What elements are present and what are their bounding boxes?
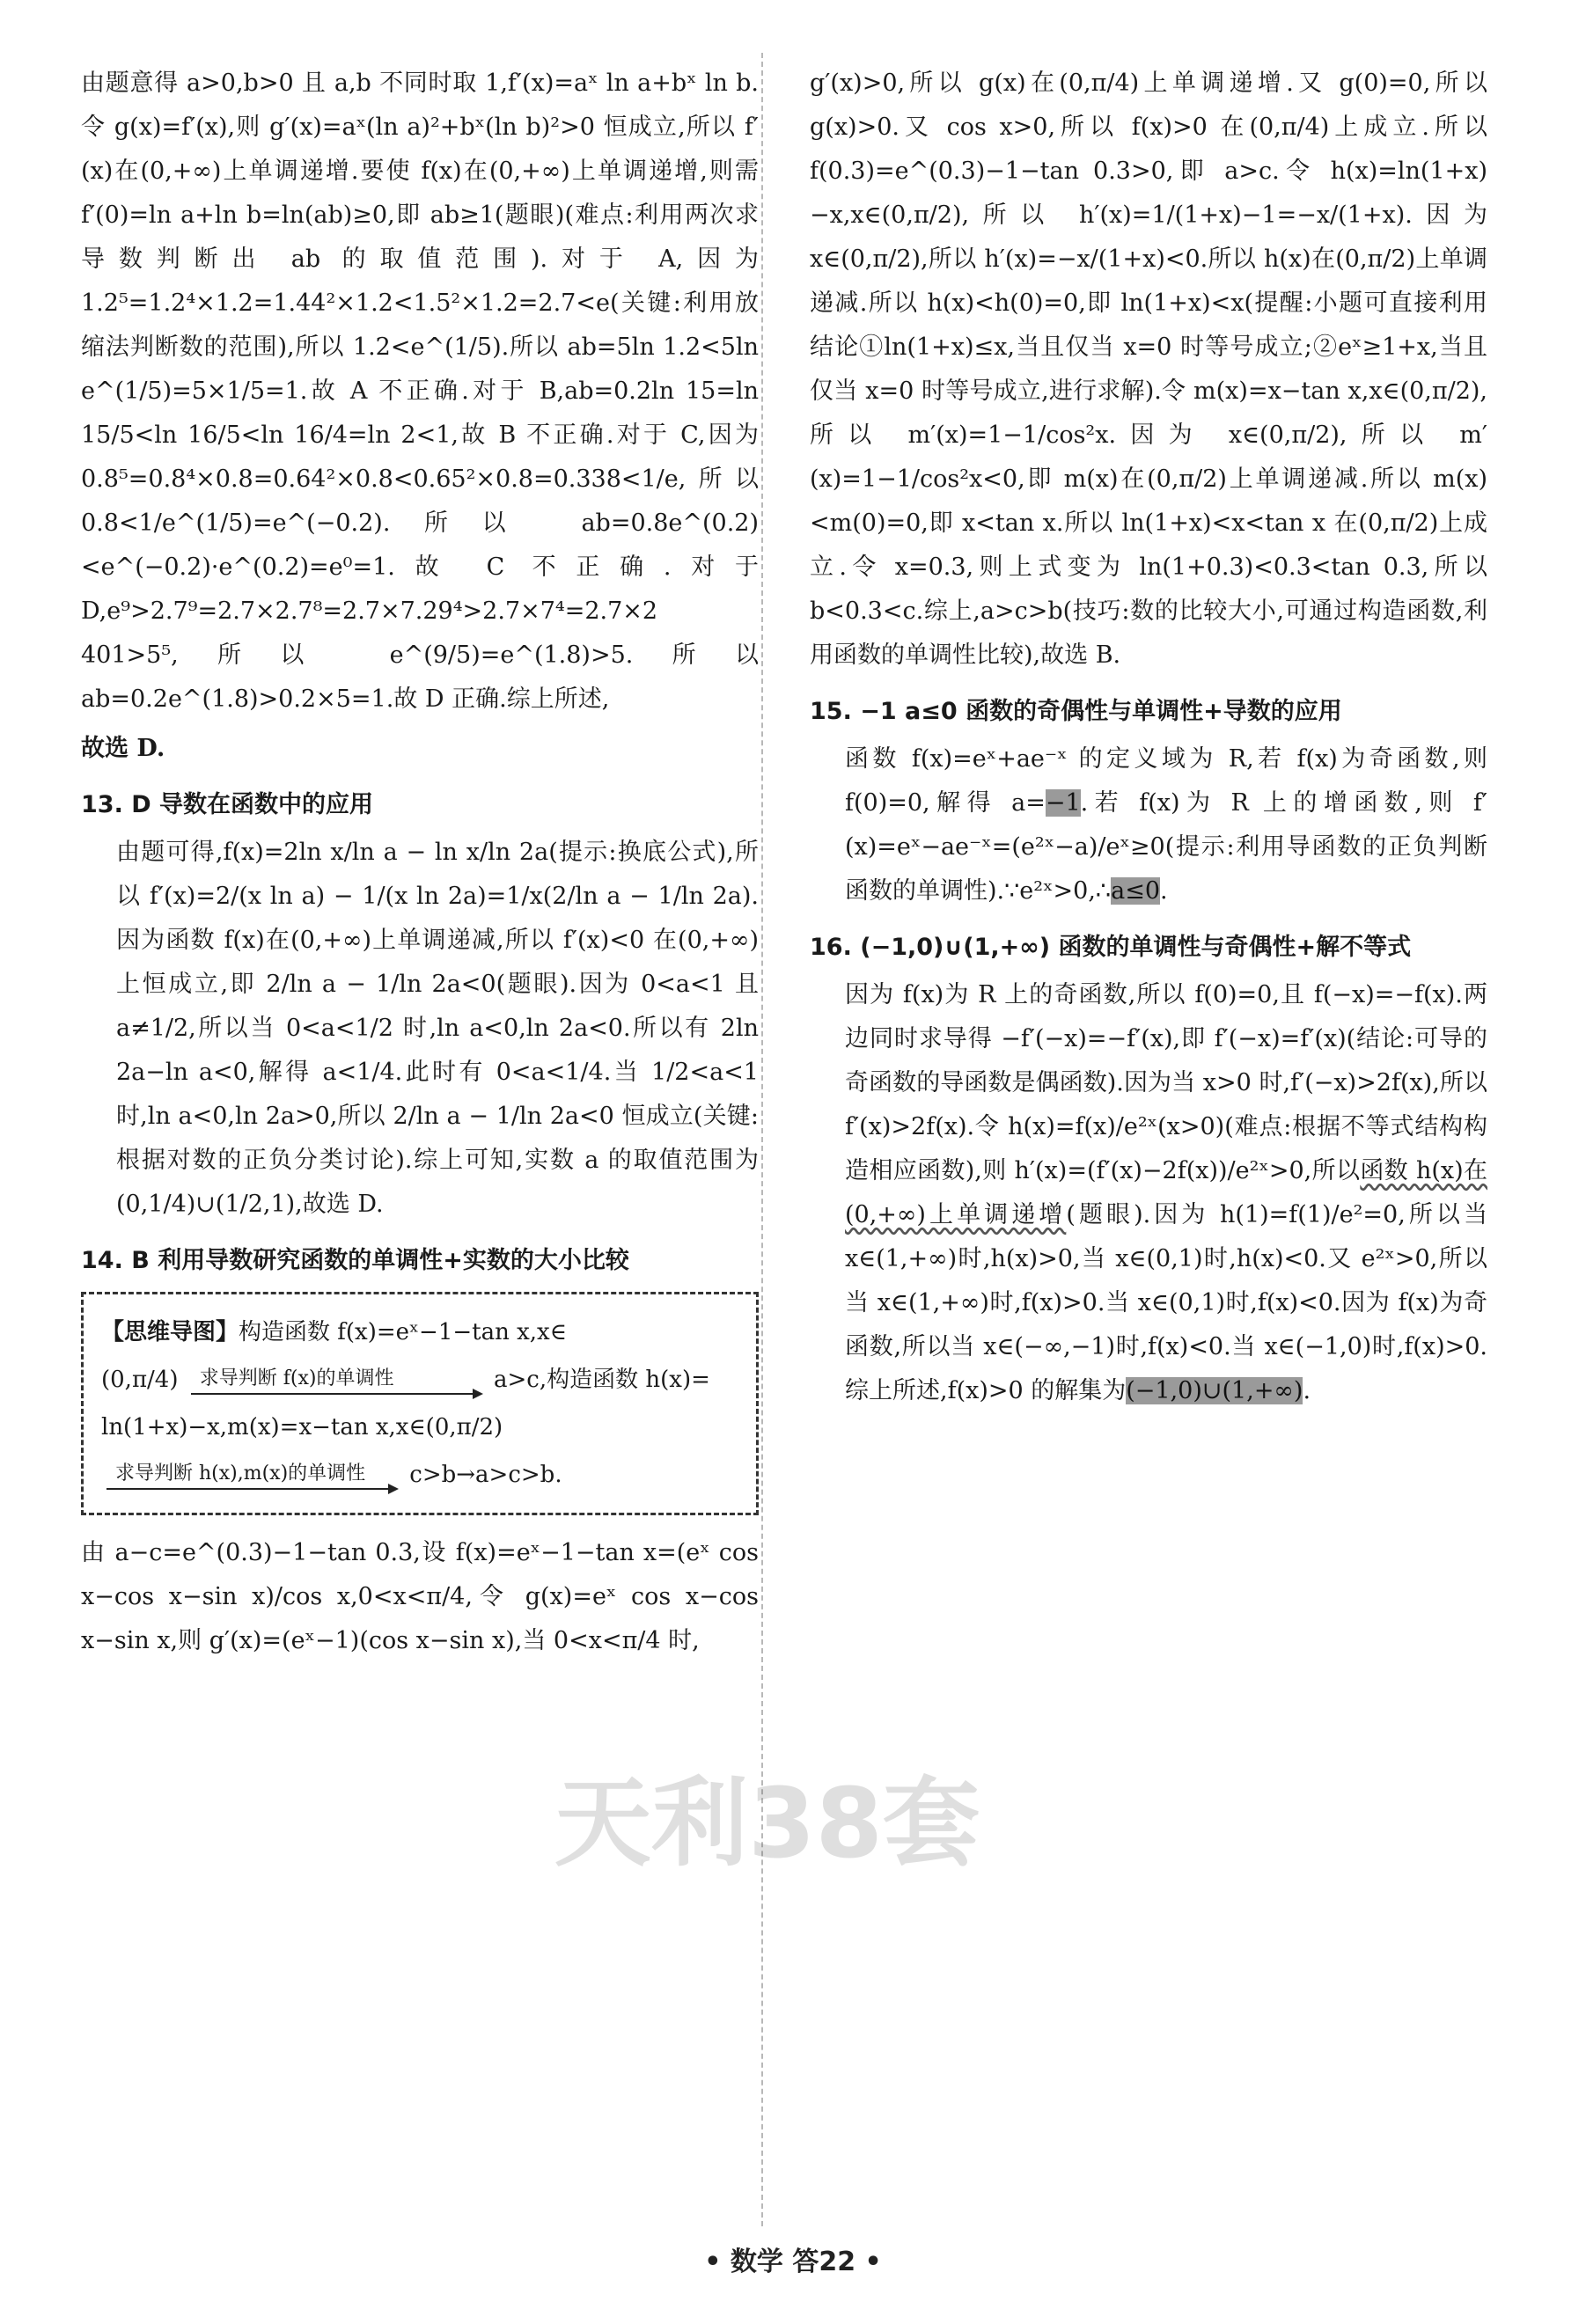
mind-map-arrow-2 — [106, 1462, 397, 1490]
q15-text-b: .若 f(x)为 R 上的增函数,则 f′(x)=eˣ−ae⁻ˣ=(e²ˣ−a)/eˣ≥0(提示:利用导函数的正负判断函数的单调性).∵e²ˣ>0,∴ — [845, 789, 1487, 905]
q15-end: . — [1160, 877, 1168, 905]
right-column — [810, 62, 1487, 1419]
q15-heading: 15. −1 a≤0 函数的奇偶性与单调性+导数的应用 — [810, 698, 1342, 725]
q16-heading: 16. (−1,0)∪(1,+∞) 函数的单调性与奇偶性+解不等式 — [810, 934, 1412, 961]
q13-block — [81, 783, 759, 1227]
q14-solution-continued: g′(x)>0,所以 g(x)在(0,π/4)上单调递增.又 g(0)=0,所以 g(x)>0.又 cos x>0,所以 f(x)>0 在(0,π/4)上成立.所以 f(0.3)=e^(0.3)−1−tan 0.3>0,即 a>c.令 h(x)=ln(1+x)−x,x∈(0,π/2),所以 h′(x)=1/(1+x)−1=−x/(1+x).因为 x∈(0,π/2),所以 h′(x)=−x/(1+x)<0.所以 h(x)在(0,π/2)上单调递减.所以 h(x)<h(0)=0,即 ln(1+x)<x(提醒:小题可直接利用结论①ln(1+x)≤x,当且仅当 x=0 时等号成立;②eˣ≥1+x,当且仅当 x=0 时等号成立,进行求解).令 m(x)=x−tan x,x∈(0,π/2),所以 m′(x)=1−1/cos²x.因为 x∈(0,π/2),所以 m′(x)=1−1/cos²x<0,即 m(x)在(0,π/2)上单调递减.所以 m(x)<m(0)=0,即 x<tan x.所以 ln(1+x)<x<tan x 在(0,π/2)上成立.令 x=0.3,则上式变为 ln(1+0.3)<0.3<tan 0.3,所以 b<0.3<c.综上,a>c>b(技巧:数的比较大小,可通过构造函数,利用函数的单调性比较),故选 B. — [810, 70, 1487, 669]
q14-block — [81, 1239, 759, 1283]
q12-conclusion: 故选 D. — [81, 735, 165, 762]
mind-map-box — [81, 1292, 759, 1515]
mind-map-line-2 — [101, 1356, 738, 1404]
page-footer: • 数学 答22 • — [704, 2247, 882, 2277]
q15-answer-2: a≤0 — [1111, 877, 1161, 905]
q12-solution: 由题意得 a>0,b>0 且 a,b 不同时取 1,f′(x)=aˣ ln a+bˣ ln b.令 g(x)=f′(x),则 g′(x)=aˣ(ln a)²+bˣ(ln b)²>0 恒成立,所以 f′(x)在(0,+∞)上单调递增.要使 f(x)在(0,+∞)上单调递增,则需 f′(0)=ln a+ln b=ln(ab)≥0,即 ab≥1(题眼)(难点:利用两次求导数判断出 ab 的取值范围).对于 A,因为 1.2⁵=1.2⁴×1.2=1.44²×1.2<1.5²×1.2=2.7<e(关键:利用放缩法判断数的范围),所以 1.2<e^(1/5).所以 ab=5ln 1.2<5ln e^(1/5)=5×1/5=1.故 A 不正确.对于 B,ab=0.2ln 15=ln 15/5<ln 16/5<ln 16/4=ln 2<1,故 B 不正确.对于 C,因为 0.8⁵=0.8⁴×0.8=0.64²×0.8<0.65²×0.8=0.338<1/e,所以 0.8<1/e^(1/5)=e^(−0.2).所以 ab=0.8e^(0.2)<e^(−0.2)·e^(0.2)=e⁰=1.故 C 不正确.对于 D,e⁹>2.7⁹=2.7×2.7⁸=2.7×7.29⁴>2.7×7⁴=2.7×2 401>5⁵,所以 e^(9/5)=e^(1.8)>5.所以 ab=0.2e^(1.8)>0.2×5=1.故 D 正确.综上所述, — [81, 70, 759, 713]
q15-answer-1: −1 — [1045, 789, 1081, 817]
q16-text-b: (题眼).因为 h(1)=f(1)/e²=0,所以当 x∈(1,+∞)时,h(x)>0,当 x∈(0,1)时,h(x)<0.又 e²ˣ>0,所以当 x∈(1,+∞)时,f(x)>0.当 x∈(0,1)时,f(x)<0.因为 f(x)为奇函数,所以当 x∈(−∞,−1)时,f(x)<0.当 x∈(−1,0)时,f(x)>0.综上所述,f(x)>0 的解集为 — [845, 1201, 1487, 1404]
q13-solution: 由题可得,f(x)=2ln x/ln a − ln x/ln 2a(提示:换底公式),所以 f′(x)=2/(x ln a) − 1/(x ln 2a)=1/x(2/ln a − 1/ln 2a).因为函数 f(x)在(0,+∞)上单调递减,所以 f′(x)<0 在(0,+∞)上恒成立,即 2/ln a − 1/ln 2a<0(题眼).因为 0<a<1 且 a≠1/2,所以当 0<a<1/2 时,ln a<0,ln 2a<0.所以有 2ln 2a−ln a<0,解得 a<1/4.此时有 0<a<1/4.当 1/2<a<1 时,ln a<0,ln 2a>0,所以 2/ln a − 1/ln 2a<0 恒成立(关键:根据对数的正负分类讨论).综上可知,实数 a 的取值范围为(0,1/4)∪(1/2,1),故选 D. — [116, 839, 759, 1218]
q16-end: . — [1303, 1377, 1311, 1404]
mind-map-line-1 — [101, 1309, 738, 1356]
mind-map-text-4: c>b→a>c>b. — [409, 1462, 562, 1488]
q14-solution-start: 由 a−c=e^(0.3)−1−tan 0.3,设 f(x)=eˣ−1−tan x=(eˣ cos x−cos x−sin x)/cos x,0<x<π/4,令 g(x)=eˣ cos x−cos x−sin x,则 g′(x)=(eˣ−1)(cos x−sin x),当 0<x<π/4 时, — [81, 1539, 759, 1654]
mind-map-label: 【思维导图】 — [101, 1319, 239, 1345]
q15-solution — [845, 737, 1487, 913]
q13-heading: 13. D 导数在函数中的应用 — [81, 791, 374, 818]
mind-map-line-4 — [101, 1451, 738, 1499]
mind-map-arrow-1-label: 求导判断 f(x)的单调性 — [199, 1367, 394, 1389]
q16-text-a: 因为 f(x)为 R 上的奇函数,所以 f(0)=0,且 f(−x)=−f(x).两边同时求导得 −f′(−x)=−f′(x),即 f′(−x)=f′(x)(结论:可导的奇函数的导函数是偶函数).因为当 x>0 时,f′(−x)>2f(x),所以 f′(x)>2f(x).令 h(x)=f(x)/e²ˣ(x>0)(难点:根据不等式结构构造相应函数),则 h′(x)=(f′(x)−2f(x))/e²ˣ>0,所以 — [845, 981, 1487, 1184]
brand-watermark-logo — [546, 1725, 1003, 1936]
left-column — [81, 62, 759, 1668]
mind-map-interval: (0,π/4) — [101, 1367, 179, 1393]
mind-map-text-2: a>c,构造函数 h(x)= — [494, 1367, 710, 1393]
q16-answer: (−1,0)∪(1,+∞) — [1126, 1377, 1303, 1404]
q16-solution — [845, 973, 1487, 1413]
mind-map-arrow-2-label: 求导判断 h(x),m(x)的单调性 — [115, 1463, 366, 1485]
mind-map-text-1: 构造函数 f(x)=eˣ−1−tan x,x∈ — [239, 1319, 567, 1345]
mind-map-arrow-1 — [191, 1367, 481, 1395]
mind-map-line-3: ln(1+x)−x,m(x)=x−tan x,x∈(0,π/2) — [101, 1414, 503, 1441]
watermark-text: 天利38套 — [554, 1767, 980, 1880]
q15-text-a: 函数 f(x)=eˣ+ae⁻ˣ 的定义域为 R,若 f(x)为奇函数,则 f(0)=0,解得 a= — [845, 745, 1487, 817]
q14-heading: 14. B 利用导数研究函数的单调性+实数的大小比较 — [81, 1247, 629, 1274]
q16-key-phrase: 函数 h(x)在(0,+∞)上单调递增 — [845, 1157, 1487, 1228]
q15-block — [810, 690, 1487, 913]
q16-block — [810, 926, 1487, 1413]
